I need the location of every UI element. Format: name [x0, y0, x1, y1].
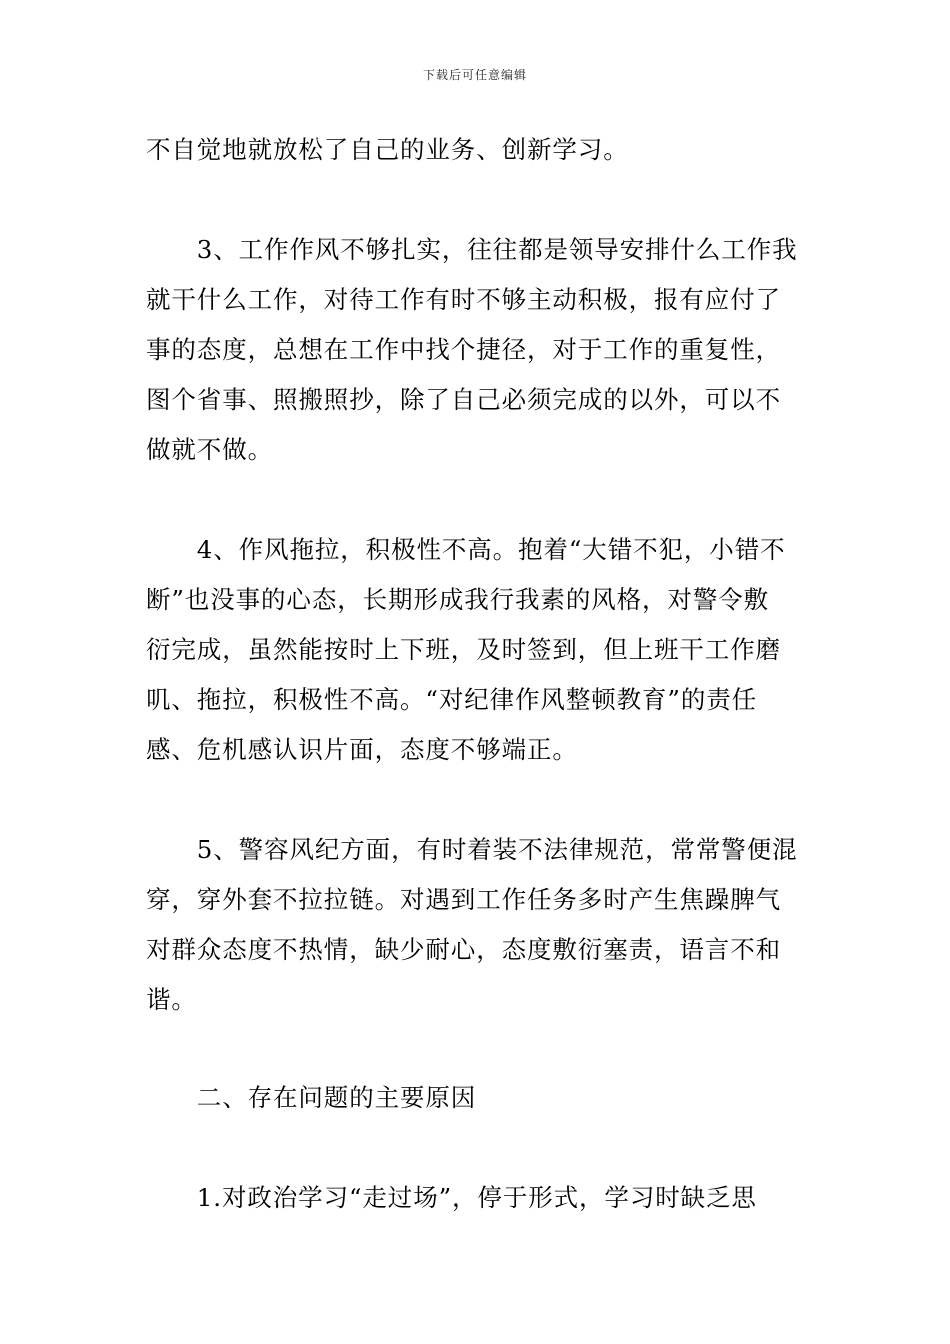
page-header: 下载后可任意编辑	[422, 68, 527, 82]
text-line: 3、工作作风不够扎实，往往都是领导安排什么工作我	[146, 235, 798, 264]
text-line: 对群众态度不热情，缺少耐心，态度敷衍塞责，语言不和	[146, 935, 781, 964]
text-line: 叽、拖拉，积极性不高。“对纪律作风整顿教育”的责任	[146, 685, 758, 714]
text-line: 图个省事、照搬照抄，除了自己必须完成的以外，可以不	[146, 385, 781, 414]
text-line: 不自觉地就放松了自己的业务、创新学习。	[146, 135, 629, 164]
text-line: 断”也没事的心态，长期形成我行我素的风格，对警令敷	[146, 585, 770, 614]
text-line: 就干什么工作，对待工作有时不够主动积极，报有应付了	[146, 285, 781, 314]
text-line: 感、危机感认识片面，态度不够端正。	[146, 735, 578, 764]
text-line: 4、作风拖拉，积极性不高。抱着“大错不犯，小错不	[146, 535, 786, 564]
section-heading: 二、存在问题的主要原因	[146, 1083, 477, 1112]
text-line: 事的态度，总想在工作中找个捷径，对于工作的重复性，	[146, 335, 781, 364]
text-line: 做就不做。	[146, 435, 273, 464]
text-line: 谐。	[146, 985, 197, 1014]
text-line: 5、警容风纪方面，有时着装不法律规范，常常警便混	[146, 835, 798, 864]
text-line: 穿，穿外套不拉拉链。对遇到工作任务多时产生焦躁脾气	[146, 885, 781, 914]
text-line: 1.对政治学习“走过场”，停于形式，学习时缺乏思	[146, 1183, 757, 1212]
text-line: 衍完成，虽然能按时上下班，及时签到，但上班干工作磨	[146, 635, 781, 664]
